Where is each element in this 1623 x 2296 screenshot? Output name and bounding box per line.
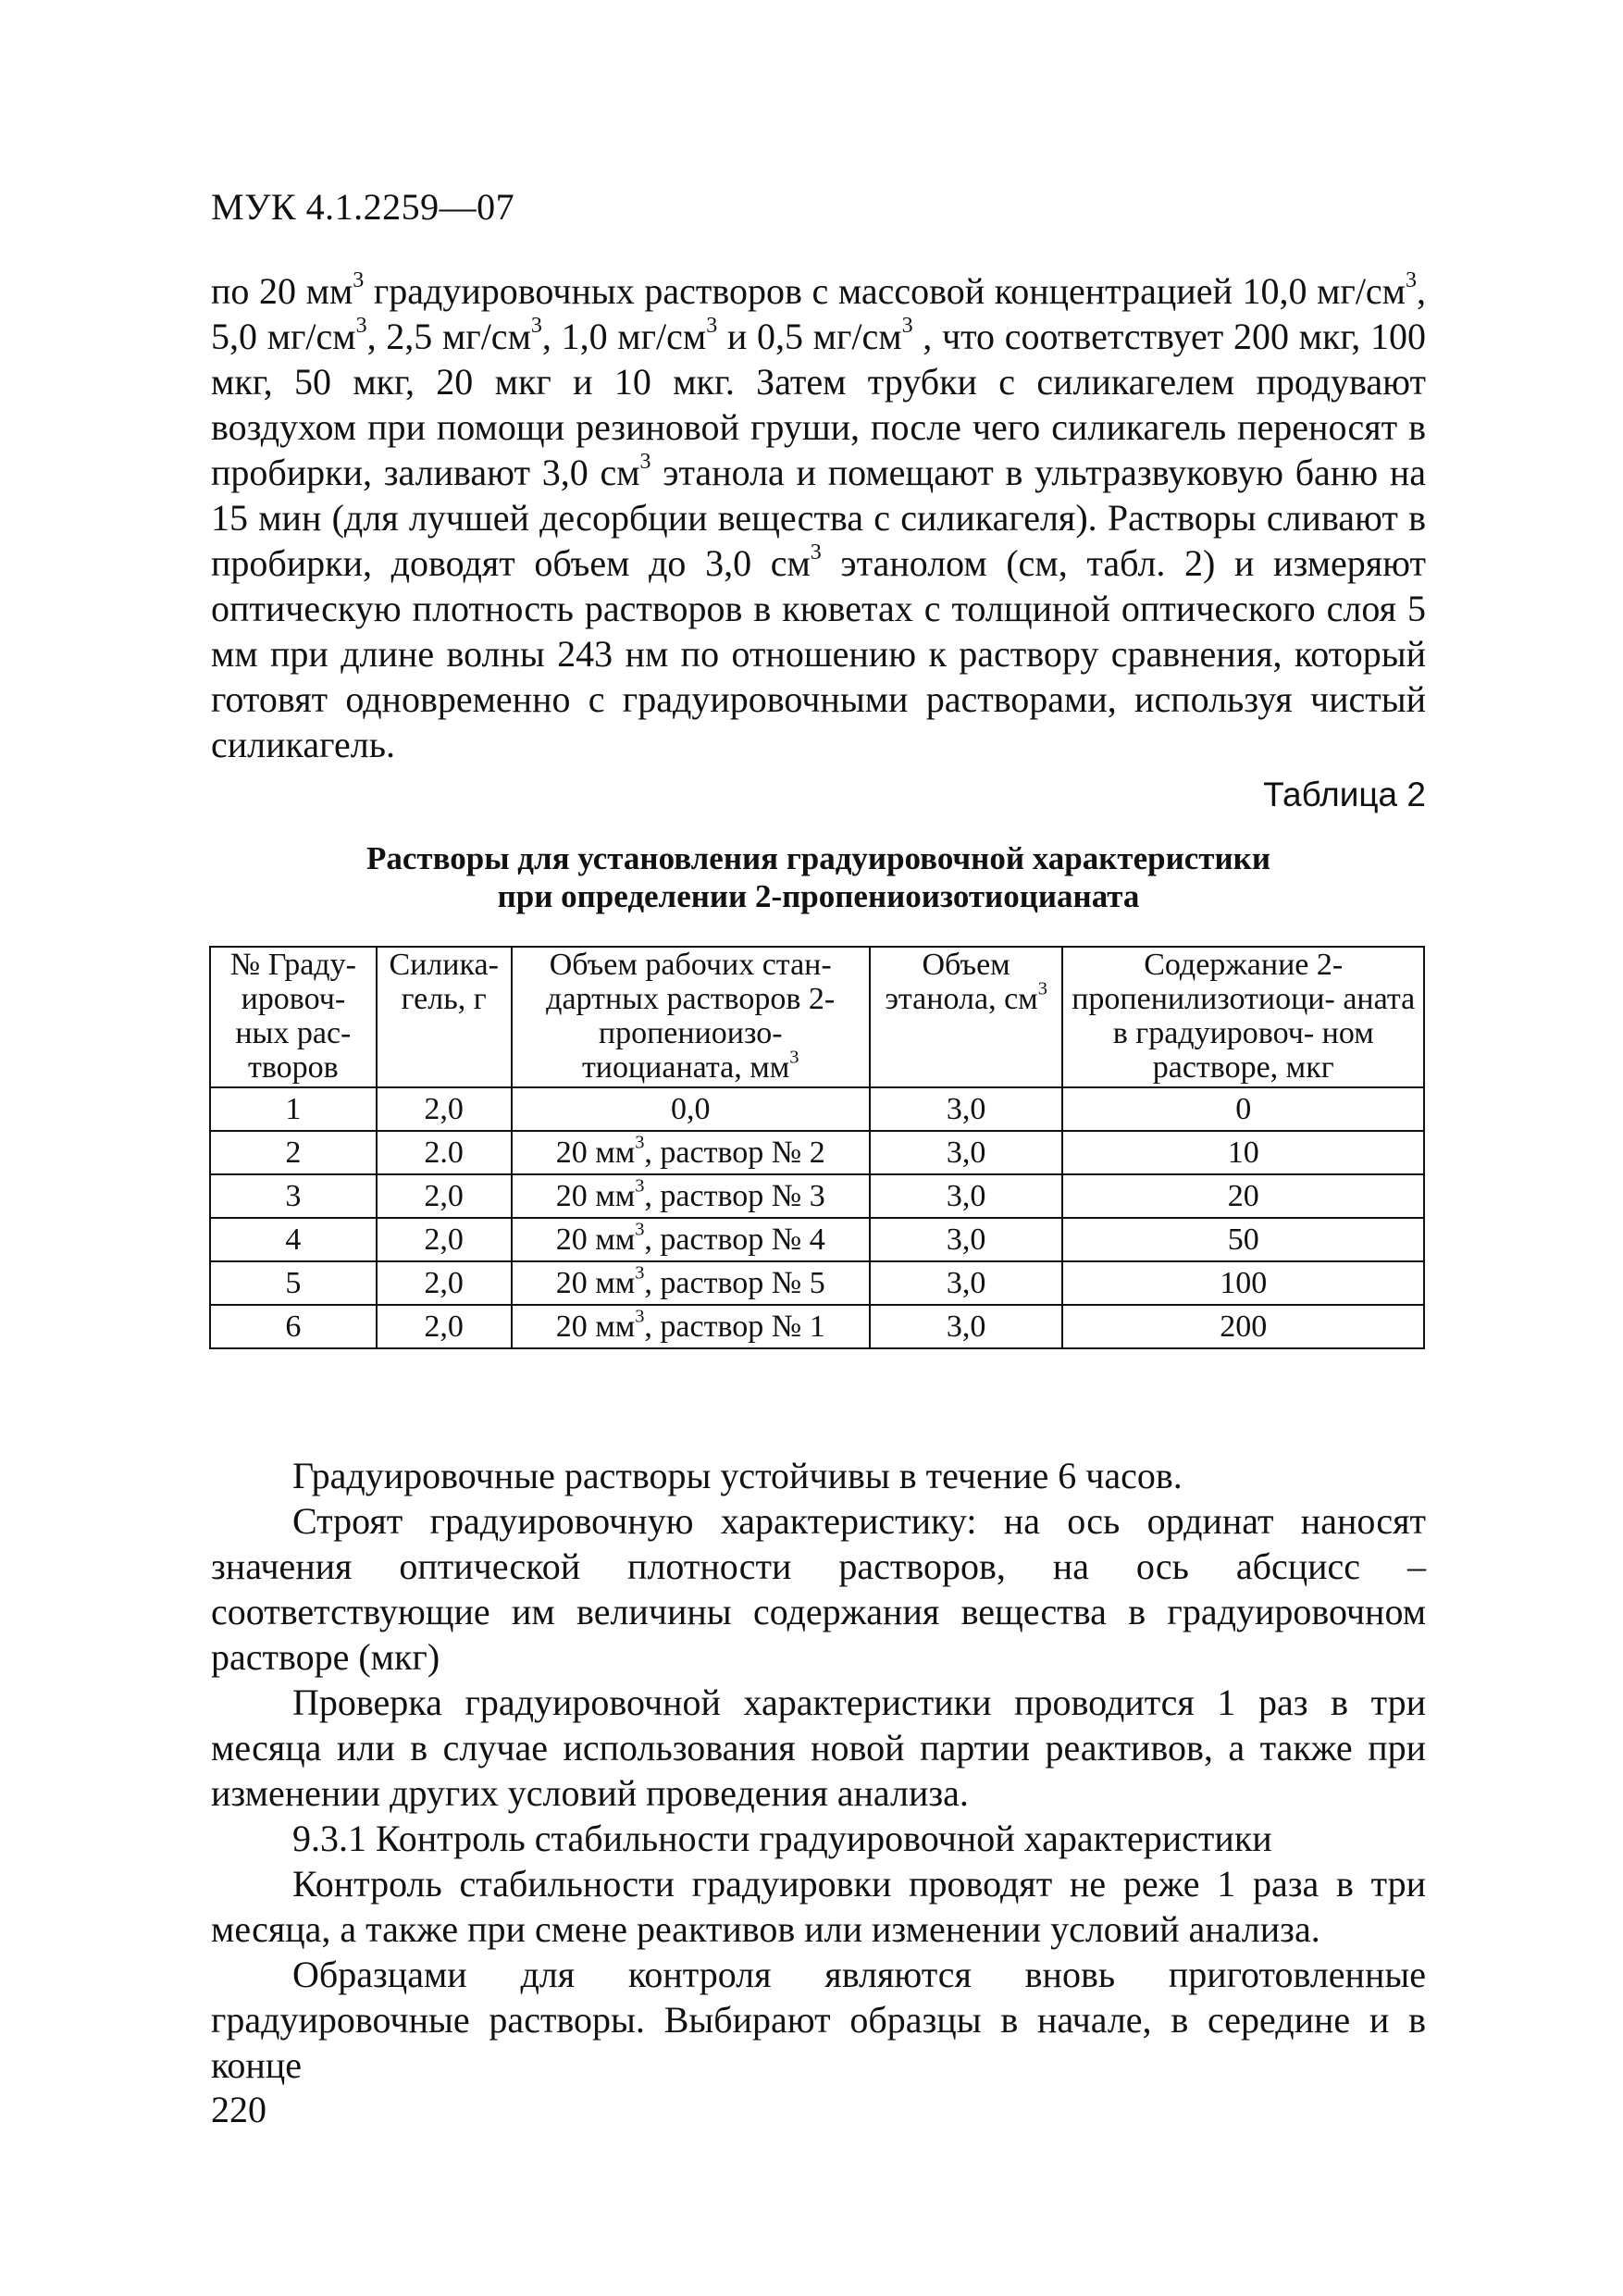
paragraph-build-characteristic: Строят градуировочную характеристику: на ось ординат наносят значения оптической плотности растворов, на ось абсцисс – соответствующие им величины содержания вещества в градуировочном растворе (мкг) (211, 1500, 1426, 1678)
cell-silica: 2,0 (377, 1261, 512, 1305)
paragraph-calibration-procedure (211, 268, 1426, 767)
cell-ethanol: 3,0 (870, 1174, 1063, 1218)
cell-volume: 20 $мм^3$, раствор № 1 (512, 1305, 870, 1348)
cell-content: 50 (1062, 1218, 1424, 1261)
table-header-row (210, 947, 1424, 1087)
cell-silica: 2.0 (377, 1131, 512, 1174)
cell-ethanol: 3,0 (870, 1131, 1063, 1174)
superscript: 3 (810, 540, 822, 565)
table-title (211, 839, 1426, 915)
cell-content: 10 (1062, 1131, 1424, 1174)
table-row (210, 1174, 1424, 1218)
cell-silica: 2,0 (377, 1087, 512, 1131)
cell-content: 100 (1062, 1261, 1424, 1305)
paragraph-stability: Градуировочные растворы устойчивы в течение 6 часов. (292, 1455, 1183, 1496)
cell-silica: 2,0 (377, 1218, 512, 1261)
header-silica-gel: Силика- гель, г (377, 947, 512, 1087)
cell-number: 4 (210, 1218, 377, 1261)
paragraph-verification: Проверка градуировочной характеристики проводится 1 раз в три месяца или в случае использования новой партии реактивов, а также при изменении других условий проведения анализа. (211, 1682, 1426, 1814)
cell-number: 5 (210, 1261, 377, 1305)
superscript: 3 (1406, 268, 1417, 292)
text-fragment: , 1,0 мг/см (541, 316, 707, 357)
header-ethanol-volume: Объем этанола, $см^3$ (870, 947, 1063, 1087)
cell-ethanol: 3,0 (870, 1218, 1063, 1261)
cell-ethanol: 3,0 (870, 1087, 1063, 1131)
header-content: Содержание 2-пропенилизотиоци- аната в градуировоч- ном растворе, мкг (1062, 947, 1424, 1087)
section-heading-9-3-1: 9.3.1 Контроль стабильности градуировочной характеристики (292, 1818, 1272, 1859)
document-header: МУК 4.1.2259—07 (211, 186, 515, 228)
cell-content: 0 (1062, 1087, 1424, 1131)
table-row (210, 1131, 1424, 1174)
paragraph-control-samples: Образцами для контроля являются вновь приготовленные градуировочные растворы. Выбирают образцы в начале, в середине и в конце (211, 1954, 1426, 2086)
text-fragment: , 5,0 мг/см (211, 270, 1426, 357)
superscript: 3 (901, 314, 913, 338)
cell-silica: 2,0 (377, 1305, 512, 1348)
table-row (210, 1305, 1424, 1348)
cell-volume: 20 $мм^3$, раствор № 3 (512, 1174, 870, 1218)
text-after-table (211, 1453, 1426, 2088)
text-fragment: этанолом (см, табл. 2) и измеряют оптическую плотность растворов в кюветах с толщиной оптического слоя 5 мм при длине волны 243 нм по отношению к раствору сравнения, который готовят одновременно с градуировочными растворами, используя чистый силикагель. (211, 542, 1426, 765)
superscript: 3 (353, 268, 365, 292)
cell-number: 6 (210, 1305, 377, 1348)
text-fragment: , что соответствует 200 мкг, 100 мкг, 50 мкг, 20 мкг и 10 мкг. Затем трубки с силикагелем продувают воздухом при помощи резиновой груши, после чего силикагель переносят в пробирки, заливают 3,0 см (211, 316, 1426, 493)
cell-ethanol: 3,0 (870, 1261, 1063, 1305)
table-title-line: при определении 2-пропениоизотиоцианата (497, 878, 1140, 914)
cell-volume: 20 $мм^3$, раствор № 2 (512, 1131, 870, 1174)
cell-content: 200 (1062, 1305, 1424, 1348)
header-solution-number: № Граду- ировоч- ных рас- творов (210, 947, 377, 1087)
cell-content: 20 (1062, 1174, 1424, 1218)
cell-number: 3 (210, 1174, 377, 1218)
superscript: 3 (706, 314, 718, 338)
table-title-line: Растворы для установления градуировочной характеристики (366, 840, 1270, 876)
superscript: 3 (639, 450, 651, 474)
cell-silica: 2,0 (377, 1174, 512, 1218)
cell-ethanol: 3,0 (870, 1305, 1063, 1348)
cell-volume: 20 $мм^3$, раствор № 4 (512, 1218, 870, 1261)
table-row (210, 1261, 1424, 1305)
text-fragment: по 20 мм (211, 270, 353, 312)
cell-number: 1 (210, 1087, 377, 1131)
table-row (210, 1218, 1424, 1261)
superscript: 3 (530, 314, 542, 338)
cell-number: 2 (210, 1131, 377, 1174)
text-fragment: градуировочных растворов с массовой концентрацией 10,0 мг/см (364, 270, 1406, 312)
table-row (210, 1087, 1424, 1131)
text-fragment: этанола и помещают в ультразвуковую баню на 15 мин (для лучшей десорбции вещества с силикагеля). Растворы сливают в пробирки, доводят объем до 3,0 см (211, 452, 1426, 584)
cell-volume: 20 $мм^3$, раствор № 5 (512, 1261, 870, 1305)
superscript: 3 (355, 314, 367, 338)
text-fragment: и 0,5 мг/см (717, 316, 902, 357)
page-number: 220 (211, 2089, 266, 2130)
table-number-label: Таблица 2 (1263, 776, 1426, 813)
header-standard-volume: Объем рабочих стан- дартных растворов 2-пропениоизо- тиоцианата, $мм^3$ (512, 947, 870, 1087)
cell-volume: 0,0 (512, 1087, 870, 1131)
text-fragment: , 2,5 мг/см (366, 316, 531, 357)
calibration-solutions-table (209, 946, 1425, 1349)
paragraph-control-frequency: Контроль стабильности градуировки проводят не реже 1 раза в три месяца, а также при смене реактивов или изменении условий анализа. (211, 1863, 1426, 1950)
